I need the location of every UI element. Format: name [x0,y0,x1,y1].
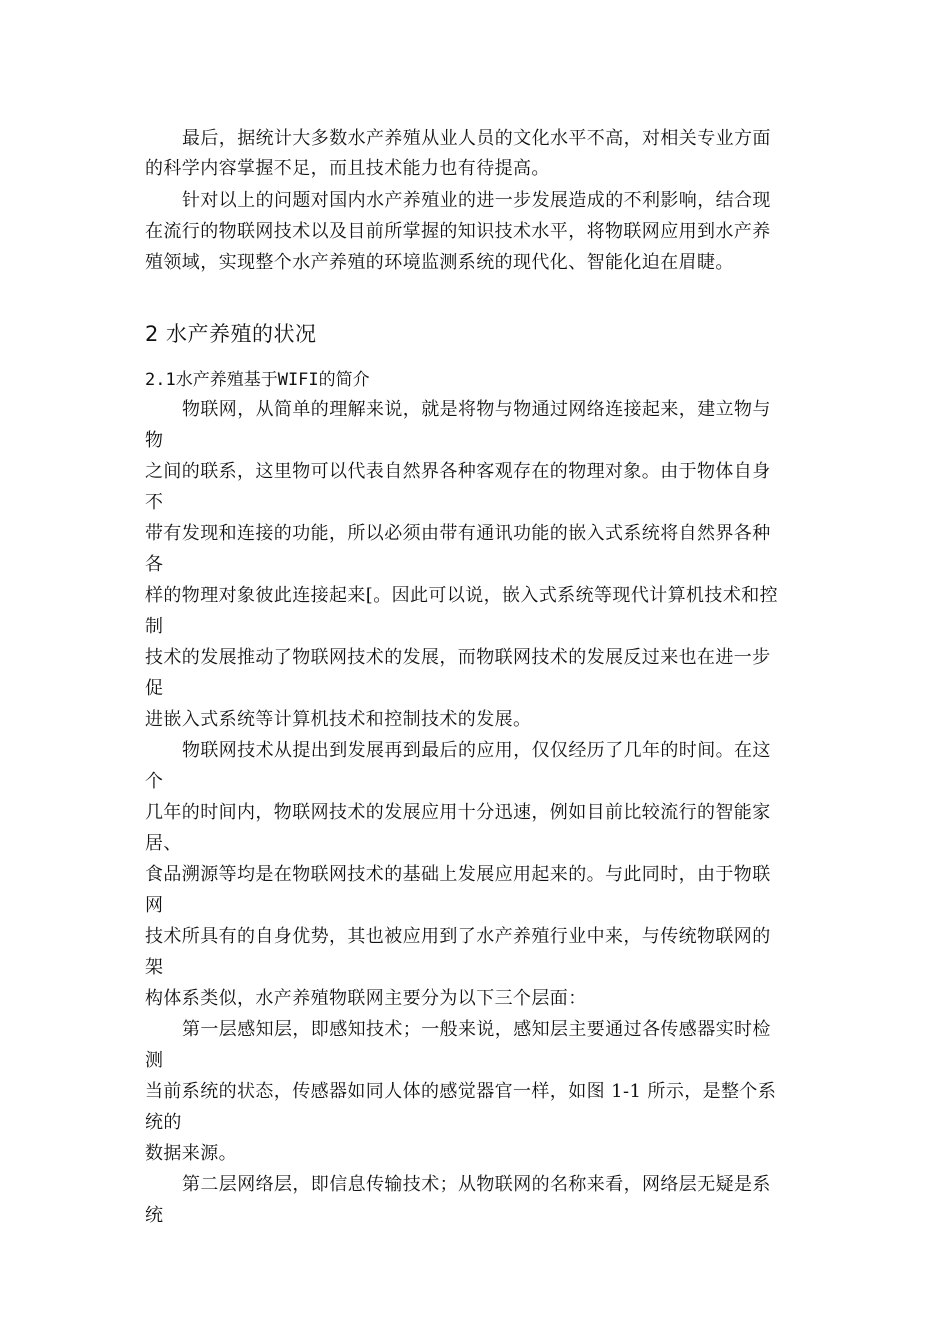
paragraph-line: 居、 [145,833,182,854]
subsection-heading: 2.1水产养殖基于WIFI的简介 [145,370,370,390]
paragraph-line: 技术的发展推动了物联网技术的发展，而物联网技术的发展反过来也在进一步 [145,647,771,668]
paragraph-line: 统的 [145,1112,182,1133]
paragraph-line: 带有发现和连接的功能，所以必须由带有通讯功能的嵌入式系统将自然界各种 [145,523,771,544]
paragraph-line: 当前系统的状态，传感器如同人体的感觉器官一样，如图 1-1 所示，是整个系 [145,1081,777,1102]
paragraph-line: 进嵌入式系统等计算机技术和控制技术的发展。 [145,709,532,730]
paragraph-line: 第二层网络层，即信息传输技术；从物联网的名称来看，网络层无疑是系 [182,1174,771,1195]
paragraph-line: 在流行的物联网技术以及目前所掌握的知识技术水平，将物联网应用到水产养 [145,221,771,242]
paragraph-line: 制 [145,616,164,637]
paragraph-line: 最后，据统计大多数水产养殖从业人员的文化水平不高，对相关专业方面 [182,128,771,149]
paragraph-line: 各 [145,554,164,575]
paragraph-line: 数据来源。 [145,1143,237,1164]
paragraph-line: 的科学内容掌握不足，而且技术能力也有待提高。 [145,158,550,179]
paragraph-line: 之间的联系，这里物可以代表自然界各种客观存在的物理对象。由于物体自身 [145,461,771,482]
paragraph-line: 物联网技术从提出到发展再到最后的应用，仅仅经历了几年的时间。在这 [182,740,771,761]
paragraph-line: 针对以上的问题对国内水产养殖业的进一步发展造成的不利影响，结合现 [182,190,771,211]
paragraph-line: 个 [145,771,164,792]
paragraph-line: 物联网，从简单的理解来说，就是将物与物通过网络连接起来，建立物与 [182,399,771,420]
section-heading: 2 水产养殖的状况 [145,322,317,346]
paragraph-line: 架 [145,957,164,978]
paragraph-line: 统 [145,1205,164,1226]
paragraph-line: 构体系类似，水产养殖物联网主要分为以下三个层面： [145,988,587,1009]
paragraph-line: 网 [145,895,164,916]
paragraph-line: 技术所具有的自身优势，其也被应用到了水产养殖行业中来，与传统物联网的 [145,926,771,947]
paragraph-line: 殖领域，实现整个水产养殖的环境监测系统的现代化、智能化迫在眉睫。 [145,252,734,273]
paragraph-line: 第一层感知层，即感知技术；一般来说，感知层主要通过各传感器实时检 [182,1019,771,1040]
paragraph-line: 物 [145,430,164,451]
paragraph-line: 样的物理对象彼此连接起来[。因此可以说，嵌入式系统等现代计算机技术和控 [145,585,779,606]
paragraph-line: 几年的时间内，物联网技术的发展应用十分迅速，例如目前比较流行的智能家 [145,802,771,823]
paragraph-line: 测 [145,1050,164,1071]
paragraph-line: 促 [145,678,164,699]
paragraph-line: 食品溯源等均是在物联网技术的基础上发展应用起来的。与此同时，由于物联 [145,864,771,885]
paragraph-line: 不 [145,492,164,513]
